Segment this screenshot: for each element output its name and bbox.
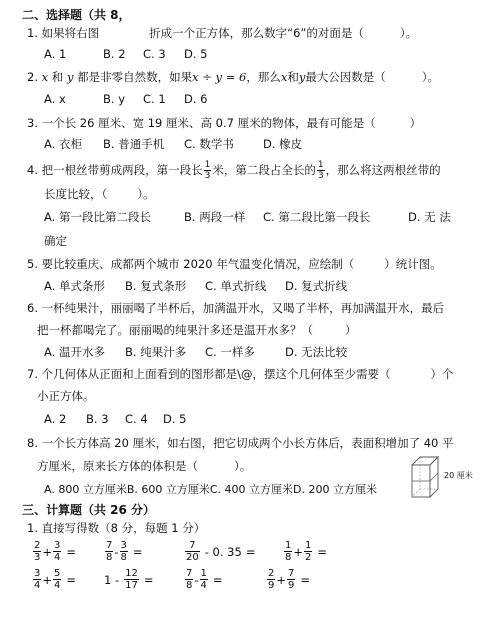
q5-option-c: C. 单式折线	[205, 279, 267, 293]
q5-end: ）统计图。	[384, 257, 442, 271]
q1-option-a: A. 1	[44, 47, 67, 61]
q6-option-b: B. 纯果汁多	[125, 345, 187, 359]
q3-option-b: B. 普通手机	[103, 137, 165, 151]
section-heading-choice: 二、选择题（共 8，	[22, 8, 131, 22]
q4-option-b: B. 两段一样	[184, 210, 246, 224]
question-4	[27, 160, 441, 181]
calc-item-5: $\frac{3}{4}$ + $\frac{5}{4}$ =	[34, 568, 77, 591]
q3-text: 3. 一个长 26 厘米、宽 19 厘米、高 0.7 厘米的物体，最有可能是（	[27, 116, 376, 130]
question-7-line-2: 小正方体。	[37, 389, 95, 403]
q4-text-a: 4. 把一根丝带剪成两段，第一段长	[27, 163, 203, 177]
question-6-line-1: 6. 一杯纯果汁，丽丽喝了半杯后，加满温开水，又喝了半杯，再加满温开水，最后	[27, 301, 445, 315]
cuboid-height-label: 20 厘米	[444, 471, 473, 480]
q5-option-a: A. 单式条形	[44, 279, 105, 293]
q7-line1-text: 7. 个几何体从正面和上面看到的图形都是\@，摆这个几何体至少需要（	[27, 367, 391, 381]
q2-option-d: D. 6	[184, 92, 208, 106]
q4-text-c: ，那么将这两根丝带的	[325, 163, 441, 177]
q7-line1-end: ）个	[430, 367, 454, 381]
q2-and: 和	[51, 70, 64, 84]
q4-line2-text: 长度比较，（	[44, 187, 108, 201]
calc-item-7: $\frac{7}{8}$ - $\frac{1}{4}$ =	[186, 568, 223, 591]
q7-option-d: D. 5	[163, 412, 187, 426]
question-2	[27, 70, 439, 85]
q2-var-x: x	[41, 70, 49, 84]
calc-subheading-1: 1. 直接写得数（8 分，每题 1 分）	[27, 521, 206, 535]
q4-line-2	[44, 187, 155, 202]
q3-option-a: A. 衣柜	[44, 137, 82, 151]
q4-option-a: A. 第一段比第二段长	[44, 210, 151, 224]
q1-text-a: 1. 如果将右图	[27, 26, 100, 40]
q2-expression: x ÷ y = 6	[192, 70, 247, 84]
question-6-line-2	[37, 323, 357, 338]
calc-item-4: $\frac{1}{8}$ + $\frac{1}{2}$ =	[285, 540, 328, 563]
q1-option-d: D. 5	[184, 47, 208, 61]
q8-options	[44, 482, 377, 497]
q6-line2-text: 把一杯都喝完了。丽丽喝的纯果汁多还是温开水多？（	[37, 323, 313, 337]
q6-option-a: A. 温开水多	[44, 345, 105, 359]
q1-option-c: C. 3	[143, 47, 166, 61]
q8-line2-end: ）。	[234, 459, 252, 473]
calc-item-6: 1 - $\frac{12}{17}$ =	[104, 568, 154, 591]
q4-option-d: D. 无 法	[408, 210, 451, 224]
q4-line-3: 确定	[44, 234, 67, 248]
q8-line2-text: 方厘米，原来长方体的体积是（	[37, 459, 198, 473]
q8-option-b: B. 600 立方厘米	[126, 483, 210, 496]
calc-item-3: $\frac{7}{20}$ - 0. 35 =	[186, 540, 256, 563]
q2-option-c: C. 1	[143, 92, 166, 106]
q5-option-b: B. 复式条形	[125, 279, 187, 293]
q2-option-a: A. x	[44, 92, 66, 106]
q4-text-b: 米，第二段占全长的	[212, 163, 316, 177]
q3-option-d: D. 橡皮	[263, 137, 303, 151]
q4-fraction-2: $\frac{1}{3}$	[317, 160, 324, 181]
q1-text-b: 折成一个正方体，那么数字“6”的对面是（	[149, 26, 364, 40]
question-7-line-1	[27, 367, 454, 382]
q1-text-c: ）。	[399, 26, 418, 40]
q4-option-c: C. 第二段比第一段长	[263, 210, 371, 224]
q6-option-c: C. 一样多	[205, 345, 255, 359]
calc-item-8: $\frac{2}{9}$ + $\frac{7}{9}$ =	[268, 568, 311, 591]
question-5	[27, 257, 442, 272]
q2-text-2: ，那么	[246, 70, 281, 84]
question-8-line-1: 8. 一个长方体高 20 厘米，如右图，把它切成两个小长方体后，表面积增加了 40 平	[27, 436, 454, 450]
calc-item-1: $\frac{2}{3}$ + $\frac{3}{4}$ =	[34, 540, 77, 563]
q6-option-d: D. 无法比较	[285, 345, 348, 359]
q4-line2-end: ）。	[137, 187, 155, 201]
q2-var-x-2: x	[280, 70, 288, 84]
section-heading-calc: 三、计算题（共 26 分）	[22, 503, 156, 517]
q2-var-y-2: y	[298, 70, 306, 84]
q3-option-c: C. 数学书	[184, 137, 234, 151]
q7-option-b: B. 3	[86, 412, 109, 426]
q5-option-d: D. 复式折线	[285, 279, 348, 293]
q2-text-4: 最大公因数是（	[305, 70, 386, 84]
q7-option-a: A. 2	[44, 412, 67, 426]
q2-option-b: B. y	[103, 92, 126, 106]
q1-option-b: B. 2	[103, 47, 126, 61]
q2-end: ）。	[421, 70, 440, 84]
q2-text-3: 和	[287, 70, 299, 84]
q5-text: 5. 要比较重庆、成都两个城市 2020 年气温变化情况，应绘制（	[27, 257, 355, 271]
q2-prefix: 2.	[27, 70, 38, 84]
calc-item-2: $\frac{7}{8}$ - $\frac{3}{8}$ =	[106, 540, 143, 563]
question-8-line-2	[37, 459, 251, 474]
question-3	[27, 116, 421, 131]
q2-var-y: y	[66, 70, 74, 84]
q3-end: ）	[409, 116, 422, 130]
q4-fraction-1: $\frac{1}{3}$	[204, 160, 211, 181]
q8-option-c: C. 400 立方厘米	[209, 483, 294, 496]
q7-option-c: C. 4	[125, 412, 148, 426]
q2-text-1: 都是非零自然数，如果	[77, 70, 193, 84]
q8-option-d: D. 200 立方厘米	[293, 483, 378, 496]
question-1	[27, 26, 417, 41]
q8-option-a: A. 800 立方厘米	[44, 483, 127, 496]
q6-line2-end: ）	[345, 323, 357, 337]
